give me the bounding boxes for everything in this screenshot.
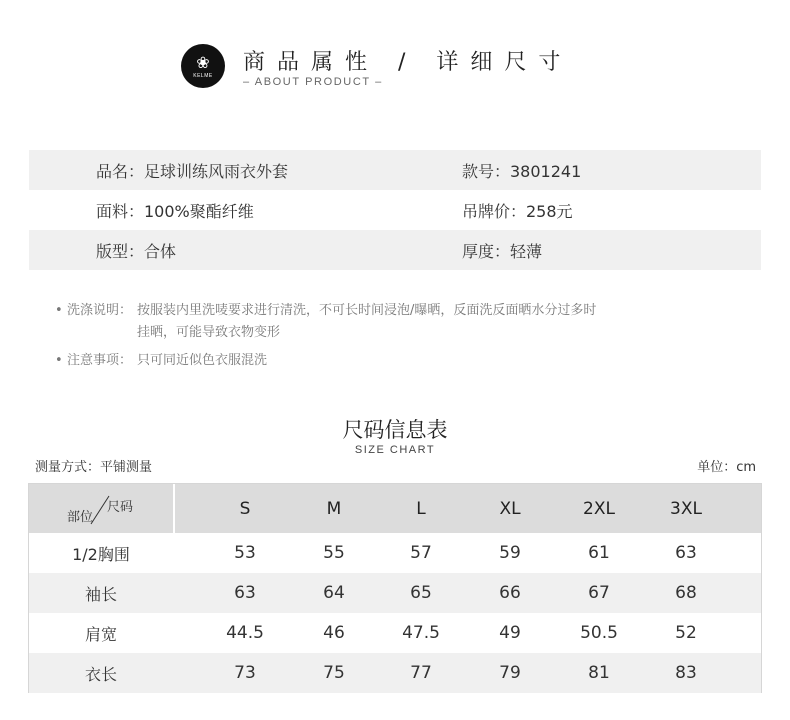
logo-text: KELME (193, 73, 213, 79)
attribute-row (29, 150, 761, 190)
size-table (28, 483, 762, 693)
page-subtitle: – ABOUT PRODUCT – (243, 76, 383, 88)
table-cell: 77 (410, 663, 432, 683)
attr-tag-price: 吊牌价：258元 (462, 201, 573, 221)
attr-fabric: 面料：100%聚酯纤维 (96, 201, 254, 221)
unit-label: 单位：cm (697, 460, 756, 475)
table-cell: 68 (675, 583, 697, 603)
row-label: 袖长 (84, 584, 117, 604)
row-label: 衣长 (84, 664, 117, 684)
table-row (29, 653, 761, 693)
size-table-header (29, 484, 761, 533)
table-cell: 75 (323, 663, 345, 683)
table-cell: 81 (588, 663, 610, 683)
corner-part-label: 部位 (67, 510, 94, 525)
caution-text: 只可同近似色衣服混洗 (137, 353, 268, 368)
table-cell: 53 (234, 543, 256, 563)
table-cell: 59 (499, 543, 521, 563)
table-cell: 63 (234, 583, 256, 603)
brand-logo (181, 44, 225, 88)
wash-text: 按服装内里洗唛要求进行清洗，不可长时间浸泡/曝晒，反面洗反面晒水分过多时挂晒，可能导致衣物变形 (137, 303, 597, 340)
table-cell: 55 (323, 543, 345, 563)
attr-fit: 版型：合体 (96, 241, 177, 261)
table-cell: 63 (675, 543, 697, 563)
attribute-table (29, 150, 761, 270)
table-row (29, 533, 761, 573)
size-col-s: S (239, 498, 251, 519)
table-cell: 79 (499, 663, 521, 683)
size-col-xl: XL (499, 498, 521, 519)
table-cell: 50.5 (580, 623, 618, 643)
table-cell: 66 (499, 583, 521, 603)
wash-label: 洗涤说明： (67, 303, 133, 318)
table-cell: 47.5 (402, 623, 440, 643)
attr-style-number: 款号：3801241 (462, 161, 582, 181)
size-col-3xl: 3XL (670, 498, 702, 519)
care-notes (55, 300, 597, 372)
corner-size-label: 尺码 (106, 500, 133, 515)
column-divider (173, 484, 175, 533)
table-cell: 67 (588, 583, 610, 603)
table-cell: 61 (588, 543, 610, 563)
wash-note (55, 300, 597, 344)
table-cell: 46 (323, 623, 345, 643)
diagonal-divider (29, 484, 173, 533)
table-cell: 44.5 (226, 623, 264, 643)
caution-label: 注意事项： (67, 353, 133, 368)
bullet-icon: • (55, 353, 63, 368)
attribute-row (29, 230, 761, 270)
bullet-icon: • (55, 303, 63, 318)
row-label: 1/2胸围 (72, 544, 130, 564)
paw-icon: ❀ (196, 53, 210, 72)
size-chart-subtitle: SIZE CHART (354, 444, 436, 456)
attr-thickness: 厚度：轻薄 (462, 241, 543, 261)
size-col-2xl: 2XL (583, 498, 615, 519)
table-cell: 73 (234, 663, 256, 683)
row-label: 肩宽 (84, 624, 117, 644)
table-cell: 52 (675, 623, 697, 643)
table-cell: 49 (499, 623, 521, 643)
size-chart-title: 尺码信息表 (342, 418, 448, 442)
attribute-row (29, 190, 761, 230)
table-cell: 83 (675, 663, 697, 683)
size-col-m: M (326, 498, 342, 519)
table-cell: 64 (323, 583, 345, 603)
caution-note (55, 350, 597, 372)
header-corner (29, 484, 173, 533)
table-row (29, 573, 761, 613)
attr-product-name: 品名：足球训练风雨衣外套 (96, 161, 289, 181)
table-row (29, 613, 761, 653)
size-col-l: L (416, 498, 426, 519)
page-title: 商品属性 / 详细尺寸 (243, 50, 573, 75)
table-cell: 57 (410, 543, 432, 563)
measure-method: 测量方式：平铺测量 (35, 460, 153, 475)
table-cell: 65 (410, 583, 432, 603)
